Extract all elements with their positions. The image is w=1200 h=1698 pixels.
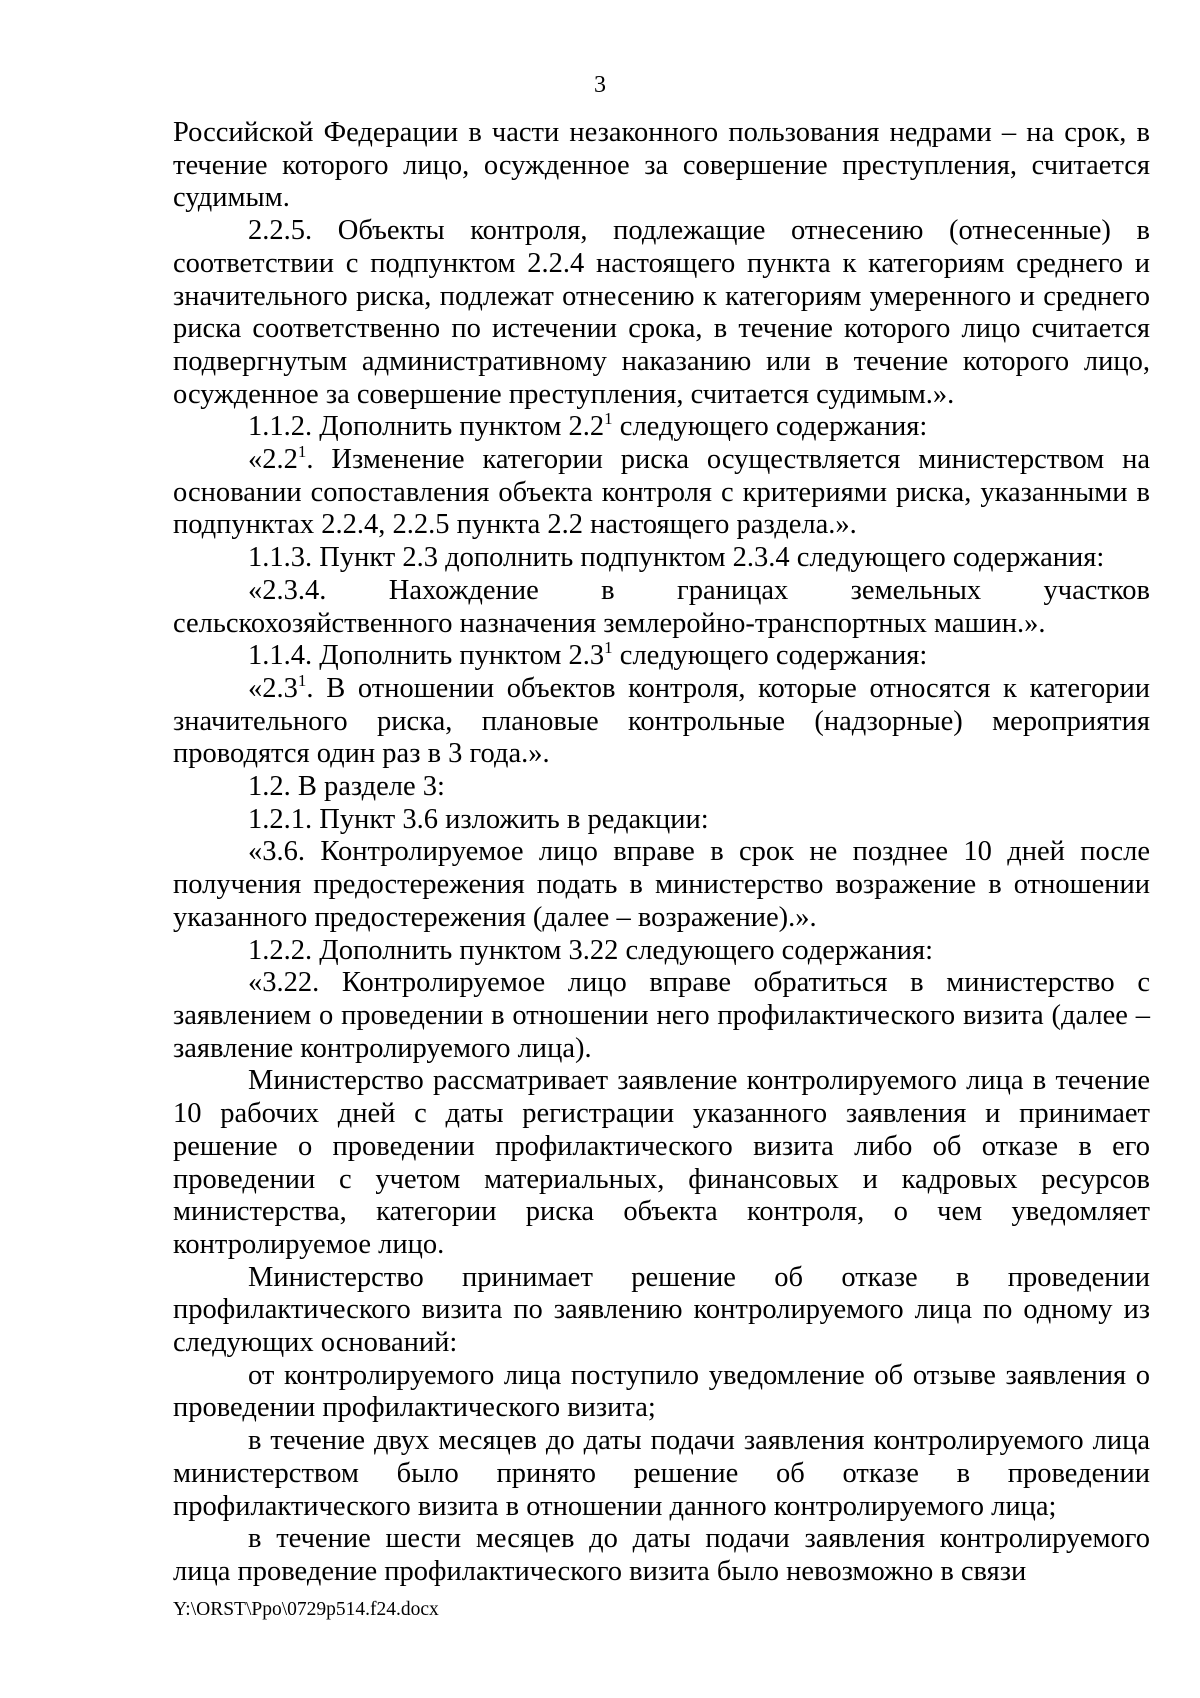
text-run: 1.2.2. Дополнить пунктом 3.22 следующего содержания: [248,934,934,966]
text-run: «2.2 [248,444,298,476]
paragraph [173,1262,1150,1360]
text-run: от контролируемого лица поступило уведомление об отзыве заявления о проведении профилактического визита; [173,1359,1150,1424]
text-run: в течение шести месяцев до даты подачи заявления контролируемого лица проведение профилактического визита было невозможно в связи [173,1523,1150,1587]
text-run: . Изменение категории риска осуществляется министерством на основании сопоставления объекта контроля с критериями риска, указанными в подпунктах 2.2.4, 2.2.5 пункта 2.2 настоящего раздела.». [173,444,1150,541]
text-run: следующего содержания: [612,411,928,443]
text-run: 1.2. В разделе 3: [248,771,445,803]
text-run: 1.1.2. Дополнить пунктом 2.2 [248,411,605,443]
paragraph [173,836,1150,934]
paragraph [173,967,1150,1065]
document-body [173,117,1150,1589]
text-run: 1.1.3. Пункт 2.3 дополнить подпунктом 2.3.4 следующего содержания: [248,542,1105,574]
superscript: 1 [297,441,307,461]
paragraph [173,215,1150,411]
superscript: 1 [604,409,613,429]
paragraph [173,771,1150,804]
paragraph [173,670,1150,771]
text-run: Министерство принимает решение об отказе в проведении профилактического визита по заявлению контролируемого лица по одному из следующих оснований: [173,1261,1150,1359]
superscript: 1 [297,670,307,690]
page-number: 3 [594,72,606,98]
text-run: «2.3 [248,672,298,704]
paragraph [173,411,1150,444]
paragraph [173,935,1150,968]
text-run: . В отношении объектов контроля, которые относятся к категории значительного риска, плановые контрольные (надзорные) мероприятия проводятся один раз в 3 года.». [173,672,1150,770]
text-run: Российской Федерации в части незаконного пользования недрами – на срок, в течение которого лицо, осужденное за совершение преступления, считается судимым. [173,117,1150,214]
paragraph [173,575,1150,640]
text-run: «2.3.4. Нахождение в границах земельных участков сельскохозяйственного назначения землеройно-транспортных машин.». [173,574,1150,639]
text-run: «3.6. Контролируемое лицо вправе в срок не позднее 10 дней после получения предостережения подать в министерство возражение в отношении указанного предостережения (далее – возражение).». [173,836,1150,933]
text-run: «3.22. Контролируемое лицо вправе обратиться в министерство с заявлением о проведении в отношении него профилактического визита (далее – заявление контролируемого лица). [173,967,1150,1064]
paragraph [173,1523,1150,1588]
text-run: Министерство рассматривает заявление контролируемого лица в течение 10 рабочих дней с даты регистрации указанного заявления и принимает решение о проведении профилактического визита либо об отказе в его проведении с учетом материальных, финансовых и кадровых ресурсов министерства, категории риска объекта контроля, о чем уведомляет контролируемое лицо. [173,1065,1150,1260]
text-run: в течение двух месяцев до даты подачи заявления контролируемого лица министерством было принято решение об отказе в проведении профилактического визита в отношении данного контролируемого лица; [173,1425,1150,1522]
text-run: 1.1.4. Дополнить пунктом 2.3 [248,640,605,672]
paragraph [173,441,1150,542]
superscript: 1 [604,638,613,658]
text-run: 1.2.1. Пункт 3.6 изложить в редакции: [248,803,709,835]
paragraph [173,117,1150,215]
paragraph [173,1065,1150,1261]
paragraph [173,1425,1150,1523]
paragraph [173,542,1150,575]
footer-file-path: Y:\ORST\Ppo\0729p514.f24.docx [173,1599,439,1620]
paragraph [173,804,1150,837]
text-run: следующего содержания: [612,640,928,672]
text-run: 2.2.5. Объекты контроля, подлежащие отнесению (отнесенные) в соответствии с подпунктом 2.2.4 настоящего пункта к категориям среднего и значительного риска, подлежат отнесению к категориям умеренного и среднего риска соответственно по истечении срока, в течение которого лицо считается подвергнутым административному наказанию или в течение которого лицо, осужденное за совершение преступления, считается судимым.». [173,215,1150,410]
paragraph [173,1360,1150,1425]
paragraph [173,640,1150,673]
